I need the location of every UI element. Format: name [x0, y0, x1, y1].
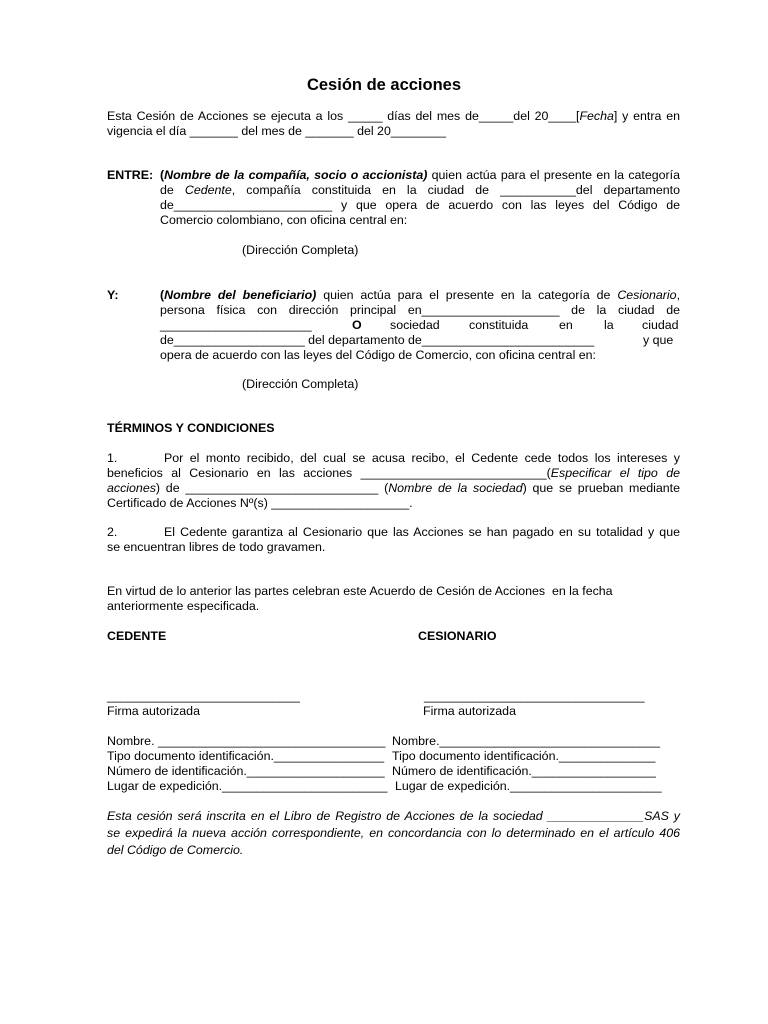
cesionario-numero-identificacion: Número de identificación.__________________ [392, 764, 656, 778]
clause-1-text: beneficios al Cesionario en las acciones ___________________________( [107, 466, 551, 480]
y-address: (Dirección Completa) [242, 377, 359, 391]
cesionario-heading: CESIONARIO [418, 629, 497, 643]
clause-1-line-2 [107, 466, 680, 481]
y-line-3-o: O [352, 318, 362, 332]
y-text: , [676, 288, 681, 302]
intro-line-2: vigencia el día _______ del mes de _______ del 20________ [107, 124, 446, 138]
y-paren: ( [160, 288, 165, 302]
y-line-4-end: y que [643, 333, 674, 347]
document-title: Cesión de acciones [306, 76, 462, 94]
entre-line-1 [160, 168, 680, 183]
entre-address: (Dirección Completa) [242, 243, 359, 257]
cesionario-lugar-expedicion: Lugar de expedición.______________________ [395, 779, 662, 793]
y-line-3-word: ciudad [642, 318, 679, 332]
y-line-1 [160, 288, 680, 303]
y-party-name: Nombre del beneficiario) [164, 288, 317, 302]
cedente-signature-line: ____________________________ [107, 689, 300, 703]
clause-2-line-1: El Cedente garantiza al Cesionario que las Acciones se han pagado en su totalidad y que [164, 525, 680, 539]
y-line-3-blank: ______________________ [160, 318, 312, 332]
intro-line-1 [107, 109, 680, 124]
cedente-tipo-documento: Tipo documento identificación.________________ [107, 749, 385, 763]
clause-1-line-4: Certificado de Acciones Nº(s) ____________________. [107, 496, 413, 510]
entre-text: quien actúa para el presente en la categoría [427, 168, 680, 182]
cedente-nombre: Nombre. _________________________________ [107, 734, 386, 748]
clause-2-number: 2. [107, 525, 118, 539]
y-line-3-word: en [559, 318, 573, 332]
footer-line-1: Esta cesión será inscrita en el Libro de Registro de Acciones de la sociedad ______________SAS y [107, 809, 680, 823]
intro-text-end: ] y entra en [613, 109, 680, 123]
entre-party-name: Nombre de la compañía, socio o accionista) [164, 168, 428, 182]
entre-line-3: de_______________________ y que opera de acuerdo con las leyes del Código de [160, 198, 680, 212]
clause-1-line-3 [107, 481, 680, 496]
cesionario-firma: Firma autorizada [423, 704, 516, 718]
y-text: quien actúa para el presente en la categoría de [316, 288, 618, 302]
clause-1-italic: Nombre de la sociedad [388, 481, 523, 495]
y-line-5: opera de acuerdo con las leyes del Código de Comercio, con oficina central en: [160, 348, 596, 362]
footer-line-2: se expedirá la nueva acción correspondiente, en concordancia con lo determinado en el artículo 406 [107, 826, 680, 840]
clause-1-italic: acciones [107, 481, 156, 495]
entre-text: de [160, 183, 185, 197]
closing-line-1: En virtud de lo anterior las partes celebran este Acuerdo de Cesión de Acciones en la fecha [107, 584, 613, 598]
clause-1-line-1: Por el monto recibido, del cual se acusa recibo, el Cedente cede todos los intereses y [164, 451, 680, 465]
cedente-firma: Firma autorizada [107, 704, 200, 718]
entre-text: , compañía constituida en la ciudad de ___________del departamento [231, 183, 680, 197]
clause-2-line-2: se encuentran libres de todo gravamen. [107, 540, 326, 554]
clause-1-text: ) de ____________________________ ( [155, 481, 389, 495]
y-line-4: de___________________ del departamento de_________________________ [160, 333, 595, 347]
entre-paren: ( [160, 168, 165, 182]
cedente-numero-identificacion: Número de identificación.____________________ [107, 764, 385, 778]
cesionario-nombre: Nombre.________________________________ [392, 734, 661, 748]
terms-heading: TÉRMINOS Y CONDICIONES [107, 421, 275, 435]
cedente-lugar-expedicion: Lugar de expedición.________________________ [107, 779, 388, 793]
entre-cedente: Cedente [184, 183, 232, 197]
cesionario-signature-line: ________________________________ [424, 689, 645, 703]
entre-line-2 [160, 183, 680, 198]
cedente-heading: CEDENTE [107, 629, 167, 643]
clause-1-italic: Especificar el tipo de [550, 466, 680, 480]
cesionario-tipo-documento: Tipo documento identificación.______________ [392, 749, 656, 763]
footer-line-3: del Código de Comercio. [107, 843, 244, 857]
intro-fecha: Fecha [579, 109, 614, 123]
closing-line-2: anteriormente especificada. [107, 599, 260, 613]
y-line-2: persona física con dirección principal en____________________ de la ciudad de [160, 303, 680, 317]
entre-label: ENTRE: [107, 168, 154, 182]
y-line-3-word: sociedad [390, 318, 440, 332]
y-line-3-word: constituida [469, 318, 529, 332]
entre-line-4: Comercio colombiano, con oficina central en: [160, 213, 408, 227]
clause-1-number: 1. [107, 451, 118, 465]
y-cesionario: Cesionario [617, 288, 677, 302]
y-line-3-word: la [604, 318, 614, 332]
intro-text: Esta Cesión de Acciones se ejecuta a los _____ días del mes de_____del 20____[ [107, 109, 580, 123]
y-label: Y: [107, 288, 119, 302]
clause-1-text: ) que se prueban mediante [522, 481, 681, 495]
